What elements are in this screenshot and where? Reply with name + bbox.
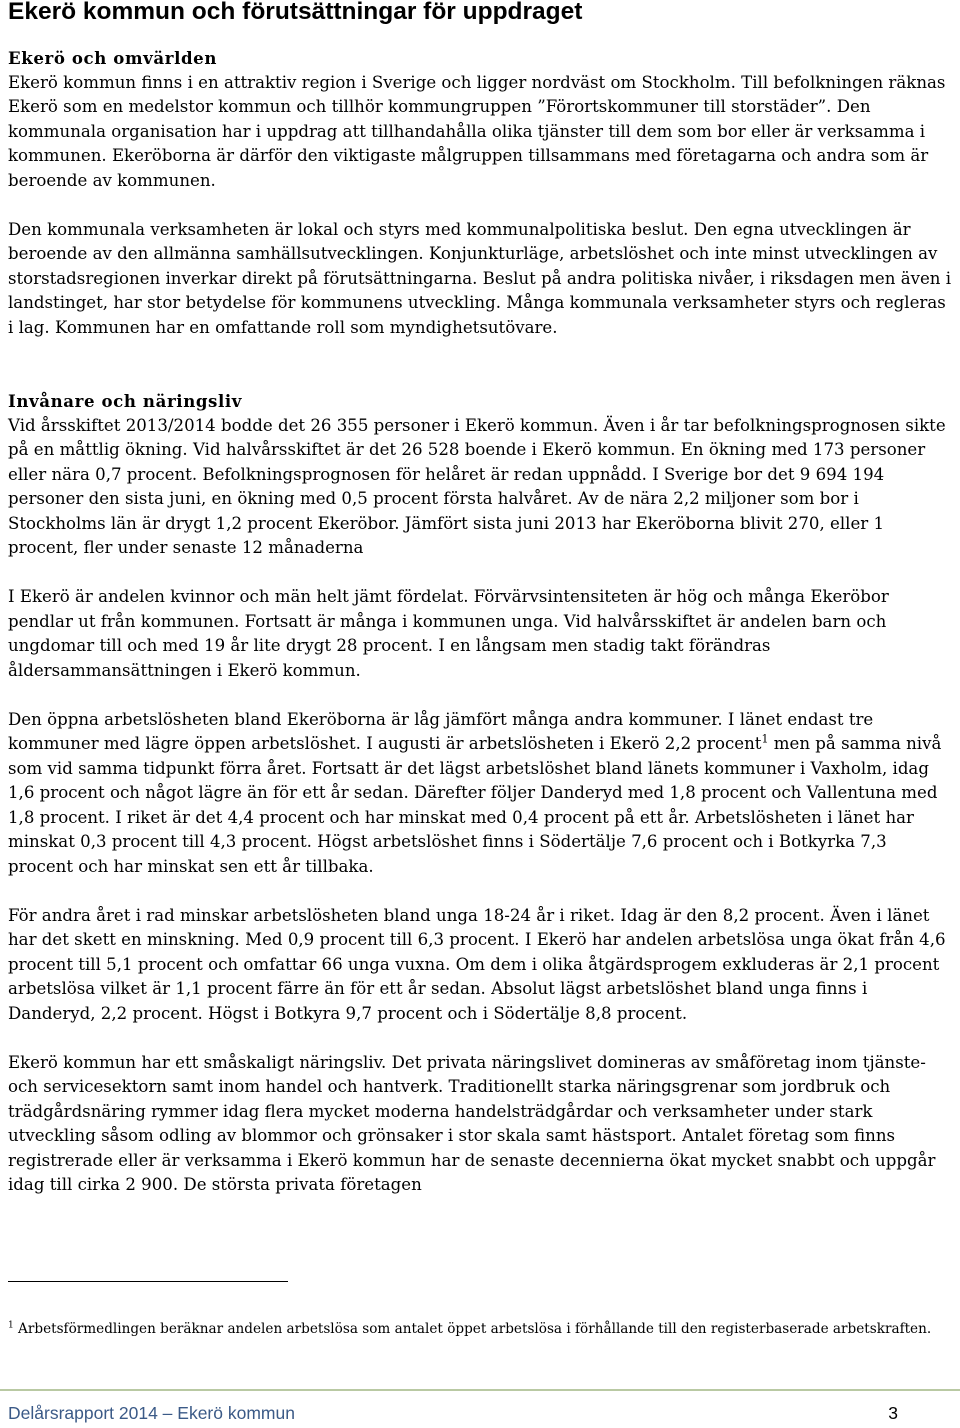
paragraph-text: Den öppna arbetslösheten bland Ekeröborna är låg jämfört många andra kommuner. I länet endast tre kommuner med lägre öppen arbetslöshet. I augusti är arbetslösheten i Ekerö 2,2 procent — [8, 709, 874, 753]
document-body — [8, 46, 954, 1198]
section-heading: Ekerö och omvärlden — [8, 48, 217, 68]
footer-divider — [0, 1389, 960, 1391]
footnote-text: Arbetsförmedlingen beräknar andelen arbetslösa som antalet öppet arbetslösa i förhållande till den registerbaserade arbetskraften. — [13, 1321, 932, 1337]
page-number: 3 — [888, 1403, 898, 1423]
page-title: Ekerö kommun och förutsättningar för uppdraget — [8, 0, 583, 25]
footnote-divider — [8, 1281, 288, 1282]
body-paragraph: För andra året i rad minskar arbetslösheten bland unga 18-24 år i riket. Idag är den 8,2 procent. Även i länet har det skett en minskning. Med 0,9 procent till 6,3 procent. I Ekerö har andelen arbetslösa unga ökat från 4,6 procent till 5,1 procent och omfattar 66 unga vuxna. Om dem i olika åtgärdsprogem exkluderas är 2,1 procent arbetslösa vilket är 1,1 procent färre än för ett år sedan. Absolut lägst arbetslöshet bland unga finns i Danderyd, 2,2 procent. Högst i Botkyra 9,7 procent och i Södertälje 8,8 procent. — [8, 905, 946, 1023]
body-paragraph — [8, 708, 954, 880]
body-paragraph: Ekerö kommun finns i en attraktiv region i Sverige och ligger nordväst om Stockholm. Till befolkningen räknas Ekerö som en medelstor kommun och tillhör kommungruppen ”Förortskommuner till storstäder”. Den kommunala organisation har i uppdrag att tillhandahålla olika tjänster till dem som bor eller är verksamma i kommunen. Ekeröborna är därför den viktigaste målgruppen tillsammans med företagarna och andra som är beroende av kommunen. — [8, 72, 946, 190]
footnote-reference: 1 — [761, 732, 769, 746]
footnote — [8, 1319, 954, 1339]
paragraph-text: men på samma nivå som vid samma tidpunkt förra året. Fortsatt är det lägst arbetslöshet bland länets kommuner i Vaxholm, idag 1,6 procent och något lägre än för ett år sedan. Därefter följer Danderyd med 1,8 procent och Vallentuna med 1,8 procent. I riket är det 4,4 procent och har minskat med 0,4 procent på ett år. Arbetslösheten i länet har minskat 0,3 procent till 4,3 procent. Högst arbetslöshet finns i Södertälje 7,6 procent och i Botkyrka 7,3 procent och har minskat sen ett år tillbaka. — [8, 734, 942, 876]
body-paragraph: Vid årsskiftet 2013/2014 bodde det 26 355 personer i Ekerö kommun. Även i år tar befolkningsprognosen sikte på en måttlig ökning. Vid halvårsskiftet är det 26 528 boende i Ekerö kommun. En ökning med 173 personer eller nära 0,7 procent. Befolkningsprognosen för helåret är redan uppnådd. I Sverige bor det 9 694 194 personer den sista juni, en ökning med 0,5 procent första halvåret. Av de nära 2,2 miljoner som bor i Stockholms län är drygt 1,2 procent Ekeröbor. Jämfört sista juni 2013 har Ekeröborna blivit 270, eller 1 procent, fler under senaste 12 månaderna — [8, 415, 946, 557]
section-heading: Invånare och näringsliv — [8, 391, 243, 411]
footer-report-title: Delårsrapport 2014 – Ekerö kommun — [8, 1403, 295, 1423]
body-paragraph: Ekerö kommun har ett småskaligt näringsliv. Det privata näringslivet domineras av småföretag inom tjänste- och servicesektorn samt inom handel och hantverk. Traditionellt starka näringsgrenar som jordbruk och trädgårdsnäring rymmer idag flera mycket moderna handelsträdgårdar och verksamheter under stark utveckling såsom odling av blommor och grönsaker i stor skala samt hästsport. Antalet företag som finns registrerade eller är verksamma i Ekerö kommun har de senaste decennierna ökat mycket snabbt och uppgår idag till cirka 2 900. De största privata företagen — [8, 1052, 936, 1194]
footnote-mark: 1 — [8, 1320, 14, 1331]
body-paragraph: Den kommunala verksamheten är lokal och styrs med kommunalpolitiska beslut. Den egna utvecklingen är beroende av den allmänna samhällsutvecklingen. Konjunkturläge, arbetslöshet och inte minst utvecklingen av storstadsregionen inverkar direkt på förutsättningarna. Beslut på andra politiska nivåer, i riksdagen men även i landstinget, har stor betydelse för kommunens utveckling. Många kommunala verksamheter styrs och regleras i lag. Kommunen har en omfattande roll som myndighetsutövare. — [8, 219, 952, 337]
body-paragraph: I Ekerö är andelen kvinnor och män helt jämt fördelat. Förvärvsintensiteten är hög och många Ekeröbor pendlar ut från kommunen. Fortsatt är många i kommunen unga. Vid halvårsskiftet är andelen barn och ungdomar till och med 19 år lite drygt 28 procent. I en långsam men stadig takt förändras åldersammansättningen i Ekerö kommun. — [8, 587, 889, 680]
